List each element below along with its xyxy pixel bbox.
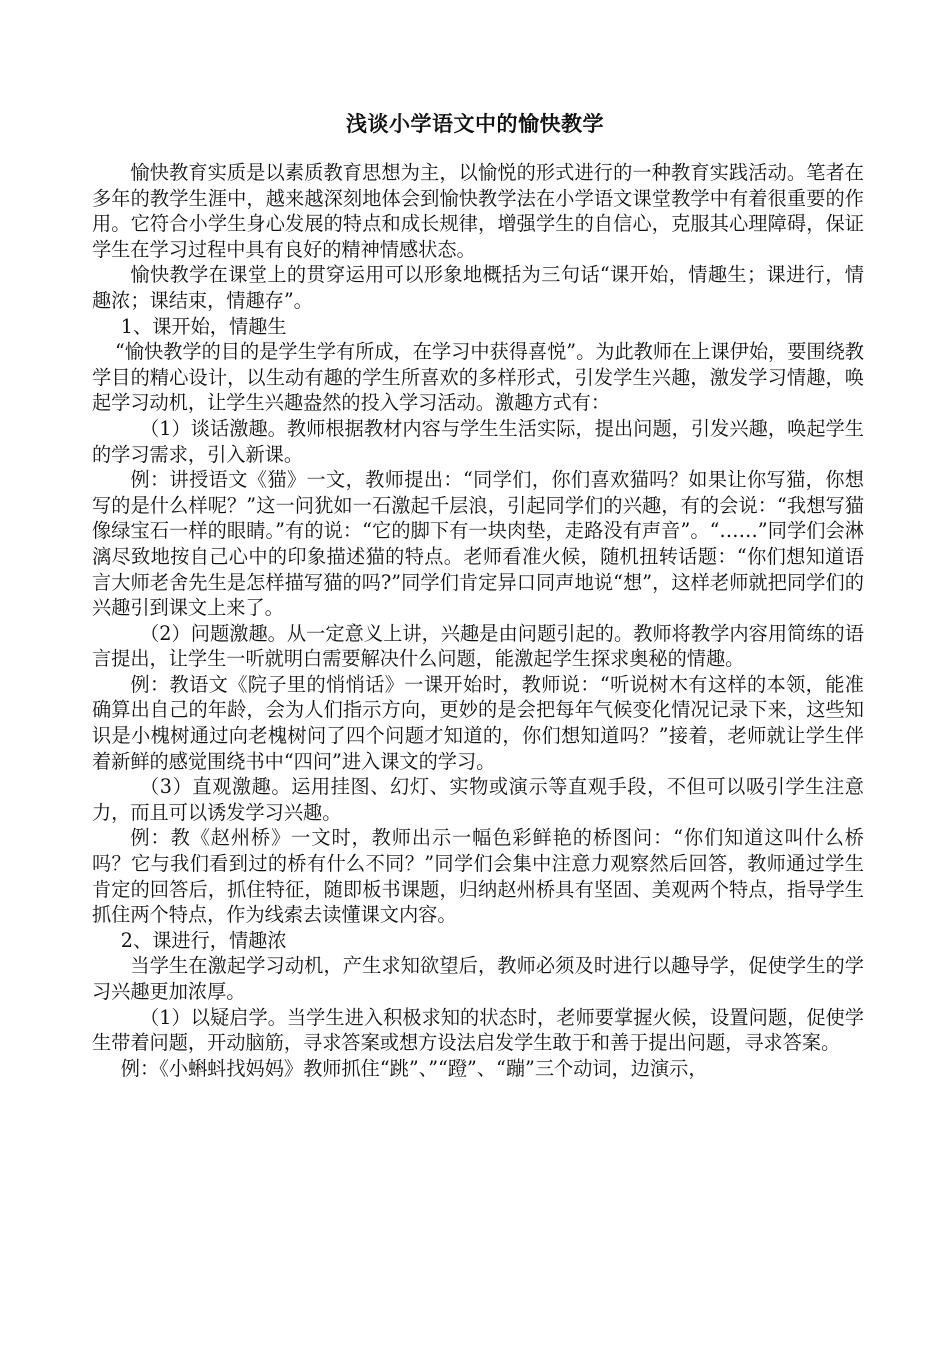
paragraph-summary: 愉快教学在课堂上的贯穿运用可以形象地概括为三句话“课开始，情趣生；课进行，情趣浓；课结束，情趣存”。 xyxy=(92,263,864,312)
paragraph-example-1: 例：讲授语文《猫》一文，教师提出：“同学们，你们喜欢猫吗？如果让你写猫，你想写的是什么样呢？”这一问犹如一石激起千层浪，引起同学们的兴趣，有的会说：“我想写猫像绿宝石一样的眼睛。”有的说：“它的脚下有一块肉垫，走路没有声音”。“……”同学们会淋漓尽致地按自己心中的印象描述猫的特点。老师看准火候，随机扭转话题：“你们想知道语言大师老舍先生是怎样描写猫的吗?”同学们肯定异口同声地说“想”，这样老师就把同学们的兴趣引到课文上来了。 xyxy=(92,468,864,620)
paragraph-example-3: 例：教《赵州桥》一文时，教师出示一幅色彩鲜艳的桥图问：“你们知道这叫什么桥吗？它与我们看到过的桥有什么不同？”同学们会集中注意力观察然后回答，教师通过学生肯定的回答后，抓住特征，随即板书课题，归纳赵州桥具有坚固、美观两个特点，指导学生抓住两个特点，作为线索去读懂课文内容。 xyxy=(92,826,864,927)
paragraph-example-2: 例：教语文《院子里的悄悄话》一课开始时，教师说：“听说树木有这样的本领，能准确算出自己的年龄，会为人们指示方向，更妙的是会把每年气候变化情况记录下来，这些知识是小槐树通过向老槐树问了四个问题才知道的，你们想知道吗？”接着，老师就让学生伴着新鲜的感觉围绕书中“四问”进入课文的学习。 xyxy=(92,672,864,773)
paragraph-method-4: （1）以疑启学。当学生进入积极求知的状态时，老师要掌握火候，设置问题，促使学生带着问题，开动脑筋，寻求答案或想方设法启发学生敢于和善于提出问题，寻求答案。 xyxy=(92,1005,864,1055)
paragraph-method-1: （1）谈话激趣。教师根据教材内容与学生生活实际，提出问题，引发兴趣，唤起学生的学习需求，引入新课。 xyxy=(92,416,864,466)
paragraph-intro: 愉快教育实质是以素质教育思想为主，以愉悦的形式进行的一种教育实践活动。笔者在多年的教学生涯中，越来越深刻地体会到愉快教学法在小学语文课堂教学中有着很重要的作用。它符合小学生身心发展的特点和成长规律，增强学生的自信心，克服其心理障碍，保证学生在学习过程中具有良好的精神情感状态。 xyxy=(92,161,864,261)
paragraph-section-2: 当学生在激起学习动机，产生求知欲望后，教师必须及时进行以趣导学，促使学生的学习兴趣更加浓厚。 xyxy=(92,954,864,1003)
paragraph-section-1: “愉快教学的目的是学生学有所成，在学习中获得喜悦”。为此教师在上课伊始，要围绕教学目的精心设计，以生动有趣的学生所喜欢的多样形式，引发学生兴趣，激发学习情趣，唤起学习动机，让学生兴趣盎然的投入学习活动。激趣方式有： xyxy=(92,340,864,415)
section-heading-1: 1、课开始，情趣生 xyxy=(120,314,287,338)
paragraph-example-4: 例：《小蝌蚪找妈妈》教师抓住“跳”、”“蹬”、“蹦”三个动词，边演示， xyxy=(120,1056,708,1080)
paragraph-method-2: （2）问题激趣。从一定意义上讲，兴趣是由问题引起的。教师将教学内容用简练的语言提出，让学生一听就明白需要解决什么问题，能激起学生探求奥秘的情趣。 xyxy=(92,621,864,671)
document-body xyxy=(92,160,864,1081)
section-heading-2: 2、课进行，情趣浓 xyxy=(120,928,287,952)
paragraph-method-3: （3）直观激趣。运用挂图、幻灯、实物或演示等直观手段，不但可以吸引学生注意力，而且可以诱发学习兴趣。 xyxy=(92,775,864,824)
document-title: 浅谈小学语文中的愉快教学 xyxy=(346,111,604,136)
